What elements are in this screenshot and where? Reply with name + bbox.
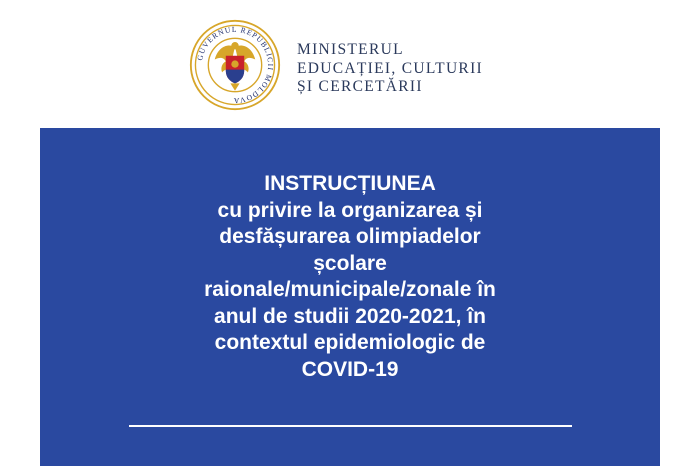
- ministry-line: ȘI CERCETĂRII: [297, 78, 423, 95]
- ministry-line: EDUCAȚIEI, CULTURII: [297, 59, 483, 77]
- seal-ring-text: GUVERNUL REPUBLICII MOLDOVA: [195, 24, 276, 106]
- header: [0, 0, 700, 128]
- ministry-line: MINISTERUL: [297, 41, 404, 58]
- title-line: COVID-19: [301, 357, 399, 381]
- divider-line: [129, 425, 572, 427]
- title-line: contextul epidemiologic de: [214, 331, 486, 354]
- title-line: desfășurarea olimpiadelor: [219, 225, 481, 248]
- title-line: anul de studii 2020-2021, în: [214, 304, 486, 328]
- title-line: cu privire la organizarea și: [217, 198, 483, 222]
- document-title: [40, 171, 660, 383]
- title-line: școlare: [313, 251, 387, 275]
- title-banner: [40, 128, 660, 466]
- ministry-name: [297, 41, 483, 97]
- title-line: raionale/municipale/zonale în: [204, 278, 496, 301]
- government-seal-icon: [189, 19, 281, 111]
- title-line: INSTRUCȚIUNEA: [264, 172, 436, 195]
